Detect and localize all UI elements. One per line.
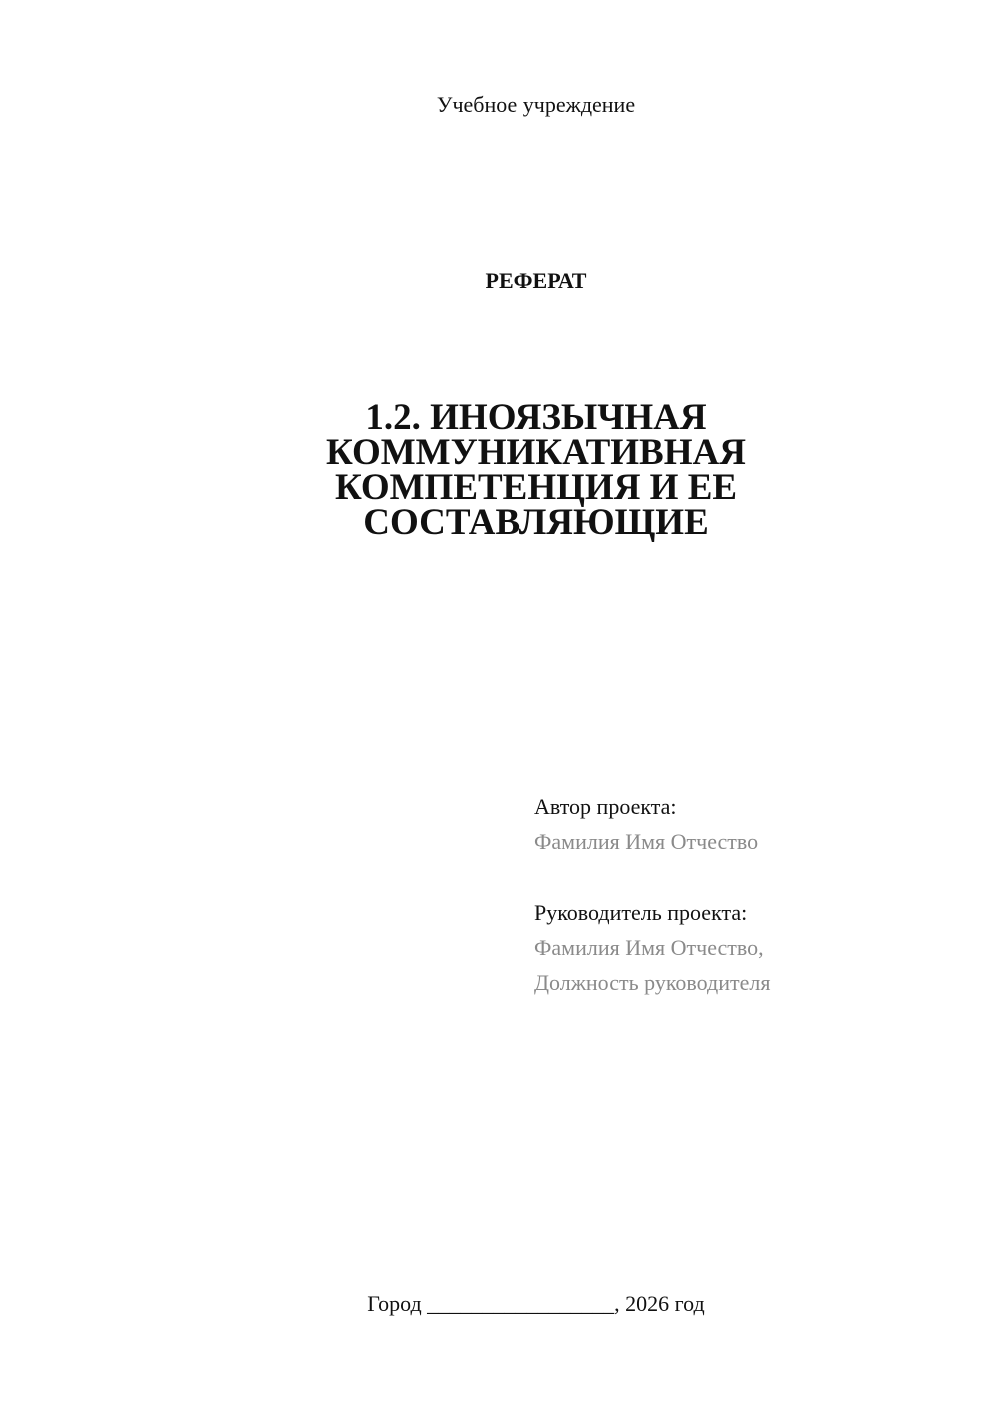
document-title (236, 397, 836, 543)
title-line: КОММУНИКАТИВНАЯ (326, 432, 746, 473)
supervisor-name-placeholder: Фамилия Имя Отчество, (534, 935, 764, 960)
institution-name: Учебное учреждение (436, 92, 636, 117)
supervisor-label: Руководитель проекта: (534, 900, 748, 925)
title-line: КОМПЕТЕНЦИЯ И ЕЕ (334, 467, 738, 508)
supervisor-position-placeholder: Должность руководителя (534, 970, 771, 995)
author-label: Автор проекта: (534, 794, 677, 819)
city-year-line: Город _________________, 2026 год (367, 1291, 705, 1316)
spacer (534, 859, 974, 895)
author-name-placeholder: Фамилия Имя Отчество (534, 829, 759, 854)
credits-block (534, 789, 974, 1000)
title-line: СОСТАВЛЯЮЩИЕ (363, 502, 709, 543)
document-type-heading: РЕФЕРАТ (485, 268, 587, 293)
title-line: 1.2. ИНОЯЗЫЧНАЯ (365, 397, 707, 438)
